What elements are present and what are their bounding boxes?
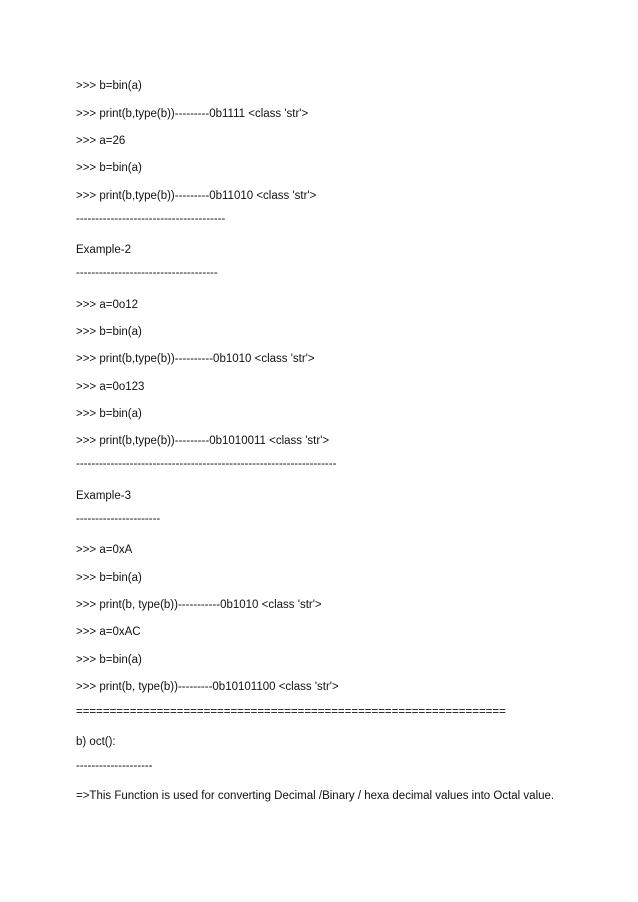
code-line: >>> print(b,type(b))---------0b11010 <class 'str'> xyxy=(76,190,317,202)
code-line: >>> b=bin(a) xyxy=(76,408,142,420)
code-line: >>> a=0o123 xyxy=(76,381,145,393)
section-heading: Example-3 xyxy=(76,490,131,502)
code-line: >>> print(b, type(b))-----------0b1010 <class 'str'> xyxy=(76,599,322,611)
code-line: >>> print(b,type(b))----------0b1010 <class 'str'> xyxy=(76,353,315,365)
separator-line: ------------------------------------- xyxy=(76,267,218,279)
separator-line: ---------------------- xyxy=(76,513,161,525)
code-line: >>> b=bin(a) xyxy=(76,326,142,338)
section-heading: Example-2 xyxy=(76,244,131,256)
section-heading: b) oct(): xyxy=(76,736,116,748)
separator-line: -------------------------------------------------------------------- xyxy=(76,458,337,470)
code-line: >>> b=bin(a) xyxy=(76,80,142,92)
separator-line: ================================================================ xyxy=(76,706,506,718)
code-line: >>> b=bin(a) xyxy=(76,654,142,666)
code-line: >>> b=bin(a) xyxy=(76,572,142,584)
code-line: >>> print(b, type(b))---------0b10101100 <class 'str'> xyxy=(76,681,339,693)
separator-line: --------------------------------------- xyxy=(76,213,226,225)
separator-line: -------------------- xyxy=(76,760,153,772)
code-line: >>> a=0o12 xyxy=(76,299,139,311)
body-text: =>This Function is used for converting Decimal /Binary / hexa decimal values into Octal value. xyxy=(76,790,555,802)
code-line: >>> a=0xA xyxy=(76,544,133,556)
code-line: >>> b=bin(a) xyxy=(76,162,142,174)
code-line: >>> print(b,type(b))---------0b1111 <class 'str'> xyxy=(76,108,309,120)
code-line: >>> a=0xAC xyxy=(76,626,141,638)
code-line: >>> print(b,type(b))---------0b1010011 <class 'str'> xyxy=(76,435,330,447)
code-line: >>> a=26 xyxy=(76,135,126,147)
